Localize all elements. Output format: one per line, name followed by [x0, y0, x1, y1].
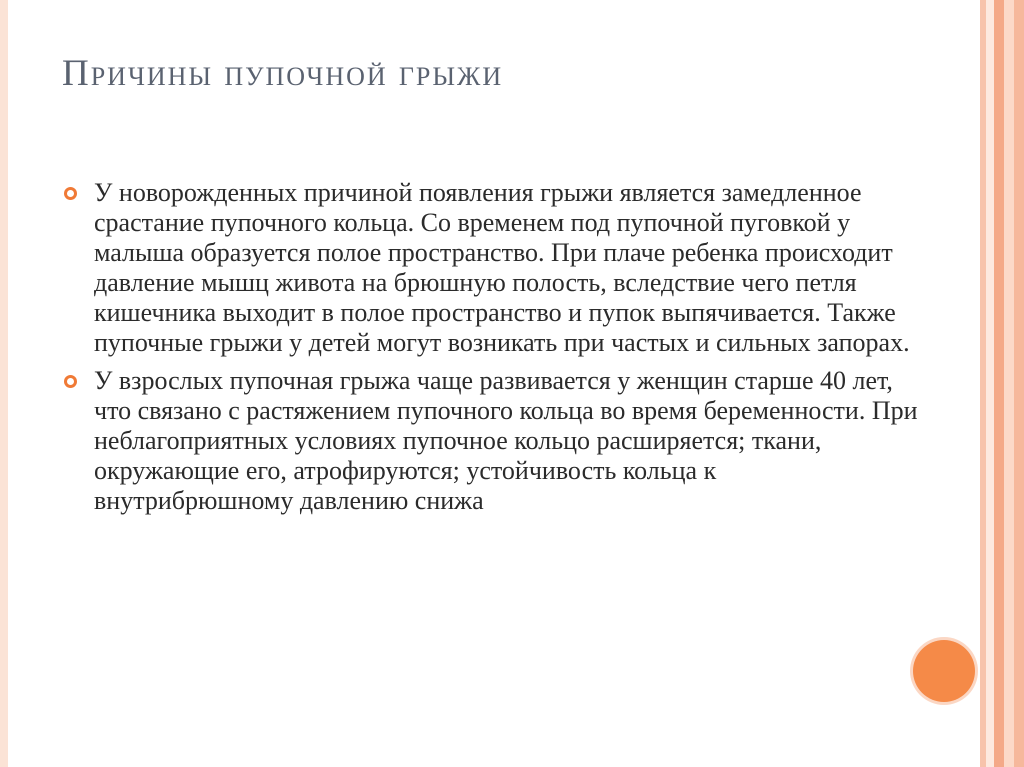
right-stripe [986, 0, 994, 767]
orange-circle-icon [913, 640, 975, 702]
bullet-text: У взрослых пупочная грыжа чаще развивается у женщин старше 40 лет, что связано с растяжением пупочного кольца во время беременности. При неблагоприятных условиях пупочное кольцо расширяется; ткани, окружающие его, атрофируются; устойчивость кольца к внутрибрюшному давлению снижа [94, 366, 918, 515]
slide-content [62, 178, 922, 524]
right-stripe [994, 0, 1004, 767]
bullet-text: У новорожденных причиной появления грыжи является замедленное срастание пупочного кольца. Со временем под пупочной пуговкой у малыша образуется полое пространство. При плаче ребенка происходит давление мышц живота на брюшную полость, вследствие чего петля кишечника выходит в полое пространство и пупок выпячивается. Также пупочные грыжи у детей могут возникать при частых и сильных запорах. [94, 178, 910, 357]
bullet-item [62, 366, 922, 516]
bullet-circle-icon [64, 375, 77, 388]
right-stripe [1004, 0, 1014, 767]
slide-title: Причины пупочной грыжи [62, 53, 504, 94]
left-border-band [0, 0, 8, 767]
bullet-circle-icon [64, 187, 77, 200]
right-stripe [1014, 0, 1024, 767]
bullet-item [62, 178, 922, 358]
